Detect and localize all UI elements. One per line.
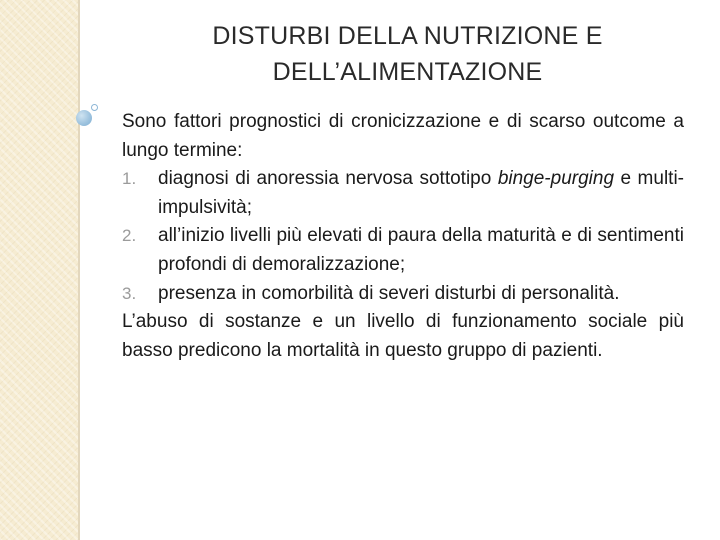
list-item-number: 2. (122, 226, 137, 246)
decorative-side-line (78, 0, 80, 540)
list-item-number: 3. (122, 283, 137, 303)
intro-paragraph: Sono fattori prognostici di cronicizzazione e di scarso outcome a lungo termine: (122, 111, 684, 161)
decorative-side-band (0, 0, 78, 540)
list-item-text: e multi-impulsività; (158, 168, 684, 218)
conclusion-paragraph: L’abuso di sostanze e un livello di funzionamento sociale più basso predicono la mortalità in questo gruppo di pazienti. (122, 311, 684, 361)
slide-body (122, 108, 684, 365)
title-line-2: DELL’ALIMENTAZIONE (272, 58, 543, 86)
list-item (122, 222, 684, 279)
decorative-circle-icon (76, 110, 92, 126)
slide-title (130, 18, 685, 90)
title-line-1: DISTURBI DELLA NUTRIZIONE E (212, 22, 603, 50)
list-item-number: 1. (122, 169, 137, 189)
list-item-italic-text: binge-purging (497, 168, 615, 190)
list-item-text: all’inizio livelli più elevati di paura della maturità e di sentimenti profondi di demoralizzazione; (158, 225, 684, 275)
numbered-list (122, 165, 684, 308)
list-item-text: diagnosi di anoressia nervosa sottotipo (158, 168, 498, 190)
list-item (122, 165, 684, 222)
decorative-small-circle-icon (91, 104, 98, 111)
list-item-text: presenza in comorbilità di severi disturbi di personalità. (158, 282, 620, 304)
list-item (122, 280, 684, 309)
